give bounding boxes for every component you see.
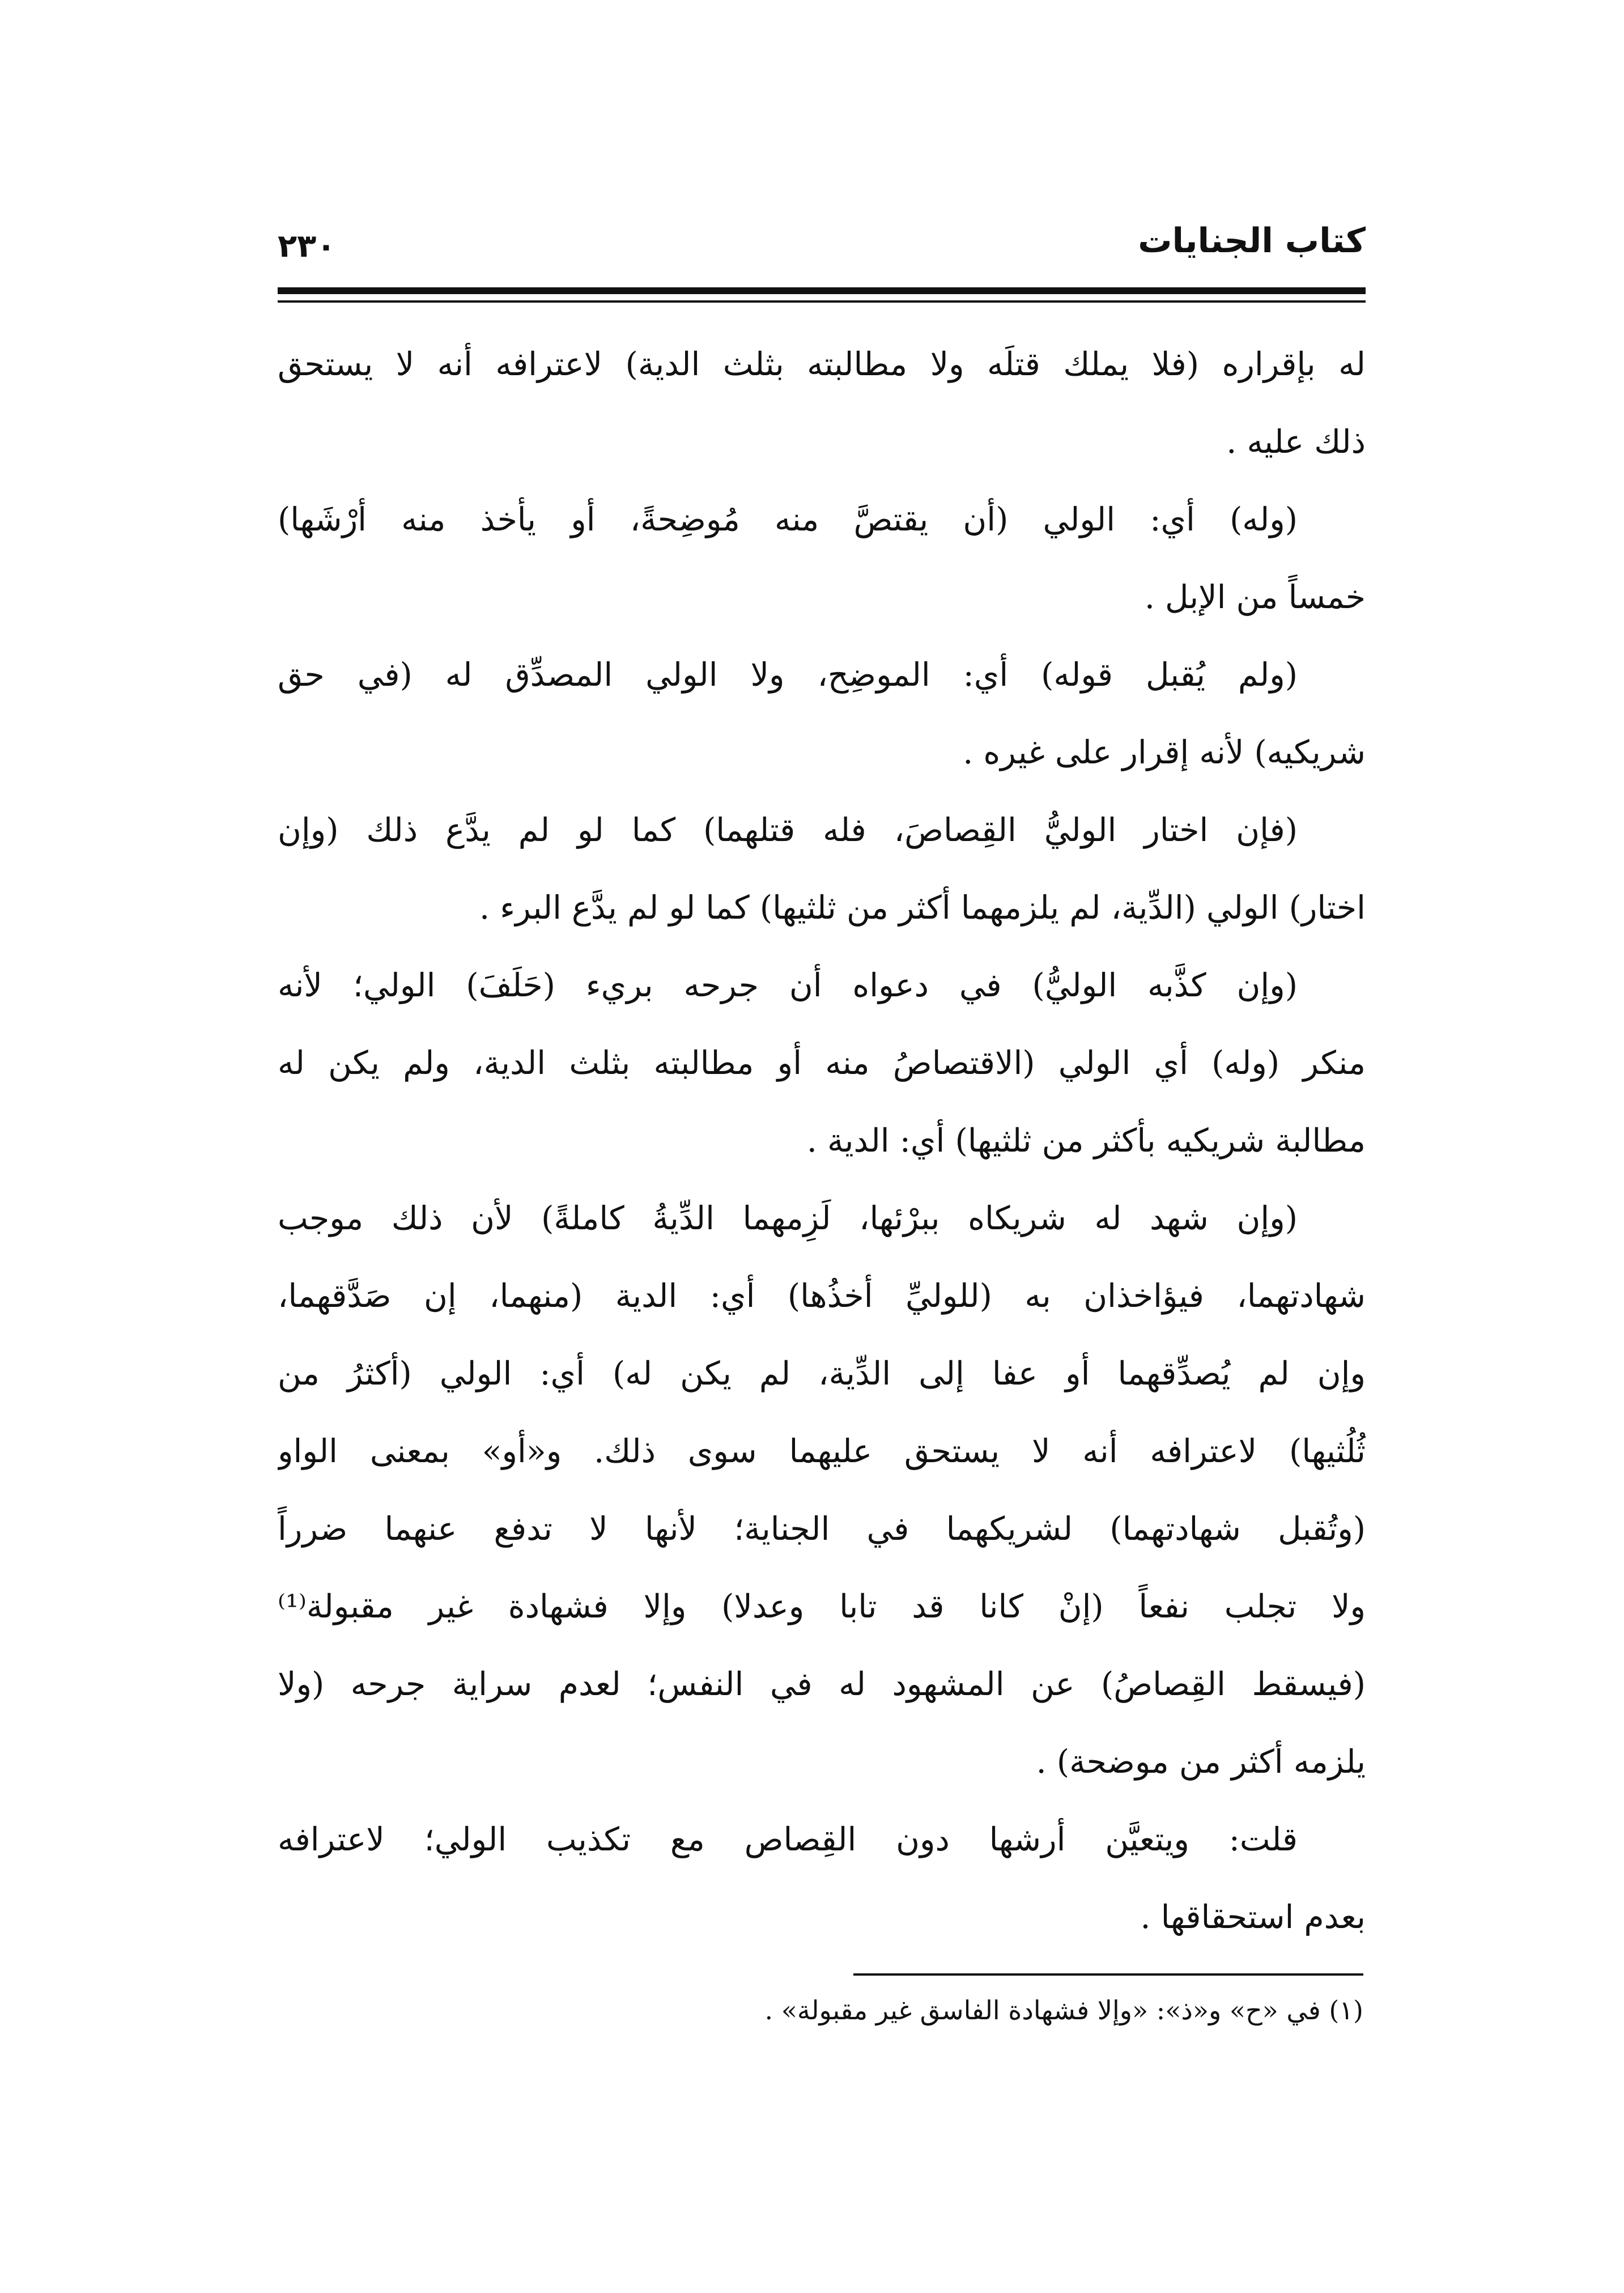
footnote-rule xyxy=(853,1973,1363,1976)
text-line: (فإن اختار الوليُّ القِصاصَ، فله قتلهما) كما لو لم يدَّع ذلك (وإن xyxy=(278,812,1298,849)
page-number: ٢٣٠ xyxy=(278,228,336,265)
body-text xyxy=(278,326,1366,1956)
text-line: له بإقراره (فلا يملك قتلَه ولا مطالبته بثلث الدية) لاعترافه أنه لا يستحق xyxy=(278,346,1366,383)
page-header xyxy=(278,221,1366,283)
running-title: كتاب الجنايات xyxy=(1138,221,1366,261)
header-rule-thin xyxy=(278,300,1366,303)
text-line: بعدم استحقاقها . xyxy=(1140,1899,1366,1936)
text-line: اختار) الولي (الدِّية، لم يلزمهما أكثر من ثلثيها) كما لو لم يدَّع البرء . xyxy=(479,889,1366,927)
text-line: شهادتهما، فيؤاخذان به (للوليِّ أخذُها) أي: الدية (منهما، إن صَدَّقهما، xyxy=(278,1277,1366,1315)
text-line: وإن لم يُصدِّقهما أو عفا إلى الدِّية، لم يكن له) أي: الولي (أكثرُ من xyxy=(278,1355,1366,1392)
footnote: (١) في «ح» و«ذ»: «وإلا فشهادة الفاسق غير مقبولة» . xyxy=(764,1995,1363,2026)
text-line: خمساً من الإبل . xyxy=(1144,579,1366,616)
text-line: (وله) أي: الولي (أن يقتصَّ منه مُوضِحةً، أو يأخذ منه أرْشَها) xyxy=(278,501,1298,538)
text-line: شريكيه) لأنه إقرار على غيره . xyxy=(963,734,1366,771)
text-line: (وتُقبل شهادتهما) لشريكهما في الجناية؛ لأنها لا تدفع عنهما ضرراً xyxy=(278,1510,1366,1548)
text-line: (ولم يُقبل قوله) أي: الموضِح، ولا الولي المصدِّق له (في حق xyxy=(278,656,1298,694)
text-line: مطالبة شريكيه بأكثر من ثلثيها) أي: الدية . xyxy=(806,1122,1366,1160)
text-line: (فيسقط القِصاصُ) عن المشهود له في النفس؛ لعدم سراية جرحه (ولا xyxy=(278,1666,1366,1703)
text-line: ثُلُثيها) لاعترافه أنه لا يستحق عليهما سوى ذلك. و«أو» بمعنى الواو xyxy=(278,1433,1366,1470)
text-line: يلزمه أكثر من موضحة) . xyxy=(1036,1743,1366,1781)
text-line: ذلك عليه . xyxy=(1226,423,1366,461)
text-line: (وإن شهد له شريكاه ببرْئها، لَزِمهما الدِّيةُ كاملةً) لأن ذلك موجب xyxy=(278,1200,1298,1237)
text-line: (وإن كذَّبه الوليُّ) في دعواه أن جرحه بريء (حَلَفَ) الولي؛ لأنه xyxy=(278,967,1298,1004)
text-line: قلت: ويتعيَّن أرشها دون القِصاص مع تكذيب الولي؛ لاعترافه xyxy=(278,1821,1298,1858)
header-rule-thick xyxy=(278,287,1366,294)
text-line: ولا تجلب نفعاً (إنْ كانا قد تابا وعدلا) وإلا فشهادة غير مقبولة⁽¹⁾ xyxy=(278,1588,1366,1625)
text-line: منكر (وله) أي الولي (الاقتصاصُ منه أو مطالبته بثلث الدية، ولم يكن له xyxy=(278,1044,1366,1082)
